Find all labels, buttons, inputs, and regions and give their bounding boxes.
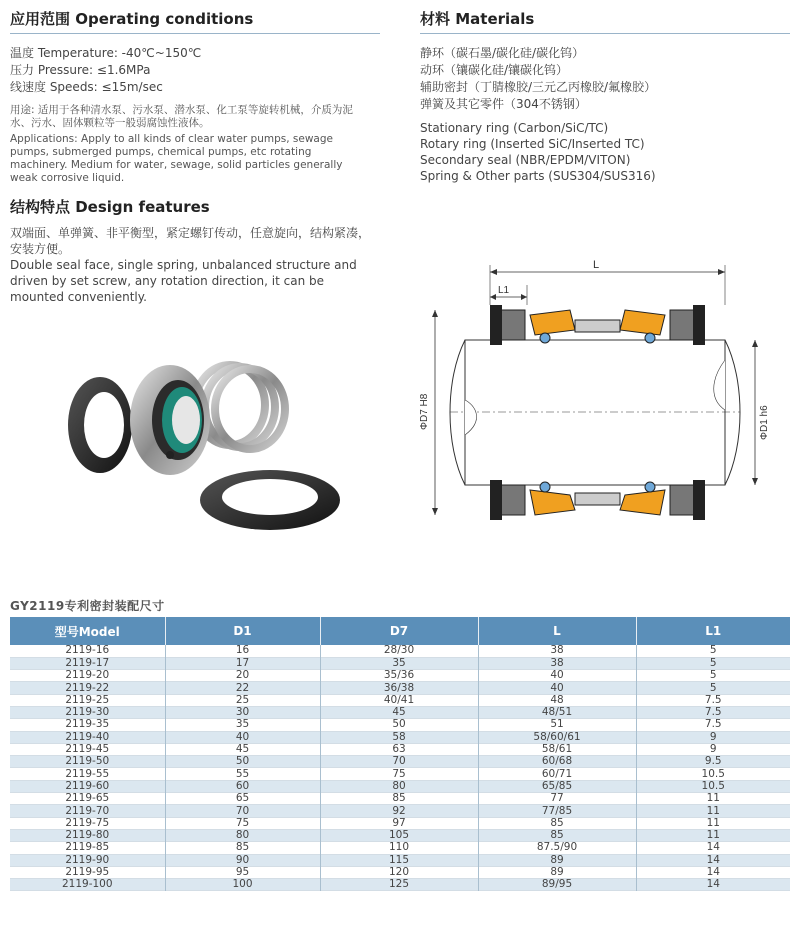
- cell-d1: 35: [165, 719, 320, 731]
- cell-l1: 7.5: [636, 706, 790, 718]
- cell-d7: 110: [320, 842, 478, 854]
- cell-l: 65/85: [478, 780, 636, 792]
- cell-l1: 9: [636, 743, 790, 755]
- usage-cn: 用途: 适用于各种清水泵、污水泵、潜水泵、化工泵等旋转机械，介质为泥水、污水、固体颗粒等一般弱腐蚀性液体。: [10, 104, 353, 129]
- cell-l: 77/85: [478, 805, 636, 817]
- cell-d1: 55: [165, 768, 320, 780]
- cell-model: 2119-50: [65, 755, 110, 768]
- table-row: [10, 645, 790, 657]
- table-row: [10, 805, 790, 817]
- cell-l: 89: [478, 854, 636, 866]
- cell-model: 2119-100: [61, 878, 113, 891]
- table-row: [10, 706, 790, 718]
- cell-d7: 45: [320, 706, 478, 718]
- cell-model: 2119-25: [65, 693, 110, 706]
- cell-d7: 35/36: [320, 670, 478, 682]
- table-row: [10, 842, 790, 854]
- dim-label-L1: L1: [498, 285, 510, 296]
- cell-l: 48: [478, 694, 636, 706]
- cell-l1: 5: [636, 645, 790, 657]
- cell-l1: 5: [636, 682, 790, 694]
- header-l1: L1: [636, 617, 790, 645]
- table-row: [10, 657, 790, 669]
- cell-l: 87.5/90: [478, 842, 636, 854]
- cell-d7: 115: [320, 854, 478, 866]
- table-row: [10, 719, 790, 731]
- materials-divider: [420, 33, 790, 34]
- cell-l1: 11: [636, 793, 790, 805]
- cell-l1: 14: [636, 842, 790, 854]
- material-cn-1: 静环（碳石墨/碳化硅/碳化钨）: [420, 46, 585, 60]
- cell-l: 85: [478, 817, 636, 829]
- cell-d1: 45: [165, 743, 320, 755]
- table-row: [10, 793, 790, 805]
- cell-model: 2119-90: [65, 853, 110, 866]
- cell-d1: 60: [165, 780, 320, 792]
- cell-d7: 28/30: [320, 645, 478, 657]
- operating-divider: [10, 33, 380, 34]
- material-en-1: Stationary ring (Carbon/SiC/TC): [420, 121, 609, 135]
- cell-d1: 80: [165, 829, 320, 841]
- table-row: [10, 670, 790, 682]
- cell-model: 2119-85: [65, 841, 110, 854]
- cell-l1: 7.5: [636, 694, 790, 706]
- cell-model: 2119-60: [65, 779, 110, 792]
- cell-model: 2119-55: [65, 767, 110, 780]
- table-row: [10, 756, 790, 768]
- spec-table: [10, 617, 790, 891]
- cell-d1: 17: [165, 657, 320, 669]
- cell-l1: 5: [636, 670, 790, 682]
- header-l: L: [478, 617, 636, 645]
- cell-d1: 95: [165, 866, 320, 878]
- cell-l1: 9.5: [636, 756, 790, 768]
- table-row: [10, 817, 790, 829]
- cell-model: 2119-95: [65, 865, 110, 878]
- cell-l1: 11: [636, 829, 790, 841]
- materials-title: 材料 Materials: [420, 10, 535, 28]
- cell-l1: 11: [636, 817, 790, 829]
- cell-model: 2119-30: [65, 706, 110, 719]
- cell-d7: 50: [320, 719, 478, 731]
- cell-model: 2119-70: [65, 804, 110, 817]
- cell-d7: 125: [320, 879, 478, 891]
- cell-l1: 7.5: [636, 719, 790, 731]
- operating-title: 应用范围 Operating conditions: [10, 10, 254, 28]
- table-row: [10, 694, 790, 706]
- cell-l: 58/61: [478, 743, 636, 755]
- table-header-row: [10, 617, 790, 645]
- cell-model: 2119-40: [65, 730, 110, 743]
- table-row: [10, 854, 790, 866]
- cell-d7: 80: [320, 780, 478, 792]
- cell-l: 60/71: [478, 768, 636, 780]
- cell-l: 40: [478, 670, 636, 682]
- cell-model: 2119-80: [65, 829, 110, 842]
- cell-d1: 16: [165, 645, 320, 657]
- table-row: [10, 682, 790, 694]
- cell-l: 51: [478, 719, 636, 731]
- header-d7: D7: [320, 617, 478, 645]
- cell-d7: 120: [320, 866, 478, 878]
- design-en: Double seal face, single spring, unbalanced structure and driven by set screw, any rotation direction, it can be mounted conveniently.: [10, 258, 357, 304]
- cell-l: 58/60/61: [478, 731, 636, 743]
- cell-l1: 10.5: [636, 768, 790, 780]
- cell-d7: 36/38: [320, 682, 478, 694]
- usage-en: Applications: Apply to all kinds of clear water pumps, sewage pumps, submerged pumps, chemical pumps, etc rotating machinery. Medium for water, sewage, solid particles generally weak corrosive liquid.: [10, 133, 343, 184]
- cell-l1: 14: [636, 854, 790, 866]
- material-en-2: Rotary ring (Inserted SiC/Inserted TC): [420, 137, 645, 151]
- cell-model: 2119-16: [65, 644, 110, 657]
- cell-d7: 92: [320, 805, 478, 817]
- table-title: GY2119专利密封装配尺寸: [10, 599, 165, 613]
- cell-l1: 11: [636, 805, 790, 817]
- dim-label-D1: ΦD1 h6: [759, 405, 770, 440]
- cell-l: 40: [478, 682, 636, 694]
- cell-l: 89/95: [478, 879, 636, 891]
- cell-d1: 25: [165, 694, 320, 706]
- table-body: [10, 645, 790, 891]
- table-row: [10, 780, 790, 792]
- cell-d7: 40/41: [320, 694, 478, 706]
- cell-d1: 40: [165, 731, 320, 743]
- material-cn-2: 动环（镶碳化硅/镶碳化钨）: [420, 63, 569, 77]
- table-row: [10, 731, 790, 743]
- table-row: [10, 879, 790, 891]
- cell-d1: 65: [165, 793, 320, 805]
- cell-model: 2119-35: [65, 718, 110, 731]
- cell-l: 89: [478, 866, 636, 878]
- cell-l: 38: [478, 657, 636, 669]
- seal-product-photo: [60, 345, 350, 545]
- material-en-3: Secondary seal (NBR/EPDM/VITON): [420, 153, 631, 167]
- cell-model: 2119-45: [65, 743, 110, 756]
- cell-d7: 85: [320, 793, 478, 805]
- cell-model: 2119-65: [65, 792, 110, 805]
- cell-l1: 9: [636, 731, 790, 743]
- cell-l: 38: [478, 645, 636, 657]
- material-cn-4: 弹簧及其它零件（304不锈钢）: [420, 97, 587, 111]
- material-cn-3: 辅助密封（丁腈橡胶/三元乙丙橡胶/氟橡胶）: [420, 80, 657, 94]
- header-model: 型号Model: [10, 617, 165, 645]
- table-row: [10, 866, 790, 878]
- cell-d1: 22: [165, 682, 320, 694]
- operating-line-pressure: 压力 Pressure: ≤1.6MPa: [10, 63, 151, 77]
- cell-d7: 58: [320, 731, 478, 743]
- cell-d1: 100: [165, 879, 320, 891]
- cell-d1: 50: [165, 756, 320, 768]
- cell-l: 48/51: [478, 706, 636, 718]
- cell-d1: 20: [165, 670, 320, 682]
- cell-l1: 14: [636, 866, 790, 878]
- cell-d1: 85: [165, 842, 320, 854]
- cell-model: 2119-22: [65, 681, 110, 694]
- cell-l: 85: [478, 829, 636, 841]
- cell-d7: 105: [320, 829, 478, 841]
- cell-d7: 63: [320, 743, 478, 755]
- header-d1: D1: [165, 617, 320, 645]
- table-row: [10, 768, 790, 780]
- cell-l1: 14: [636, 879, 790, 891]
- cell-d1: 75: [165, 817, 320, 829]
- cell-model: 2119-20: [65, 669, 110, 682]
- cell-d1: 70: [165, 805, 320, 817]
- seal-cross-section-drawing: [405, 250, 795, 545]
- operating-line-speeds: 线速度 Speeds: ≤15m/sec: [10, 80, 163, 94]
- cell-l: 60/68: [478, 756, 636, 768]
- cell-l1: 10.5: [636, 780, 790, 792]
- design-title: 结构特点 Design features: [10, 198, 210, 216]
- cell-model: 2119-17: [65, 656, 110, 669]
- cell-d1: 30: [165, 706, 320, 718]
- table-row: [10, 829, 790, 841]
- cell-d1: 90: [165, 854, 320, 866]
- cell-d7: 97: [320, 817, 478, 829]
- table-row: [10, 743, 790, 755]
- operating-line-temperature: 温度 Temperature: -40℃~150℃: [10, 46, 202, 60]
- cell-d7: 35: [320, 657, 478, 669]
- cell-l: 77: [478, 793, 636, 805]
- dim-label-L: L: [593, 259, 600, 271]
- cell-d7: 75: [320, 768, 478, 780]
- dim-label-D7: ΦD7 H8: [419, 393, 430, 430]
- design-cn: 双端面、单弹簧、非平衡型，紧定螺钉传动，任意旋向，结构紧凑，安装方便。: [10, 226, 371, 256]
- cell-l1: 5: [636, 657, 790, 669]
- cell-model: 2119-75: [65, 816, 110, 829]
- cell-d7: 70: [320, 756, 478, 768]
- material-en-4: Spring & Other parts (SUS304/SUS316): [420, 169, 656, 183]
